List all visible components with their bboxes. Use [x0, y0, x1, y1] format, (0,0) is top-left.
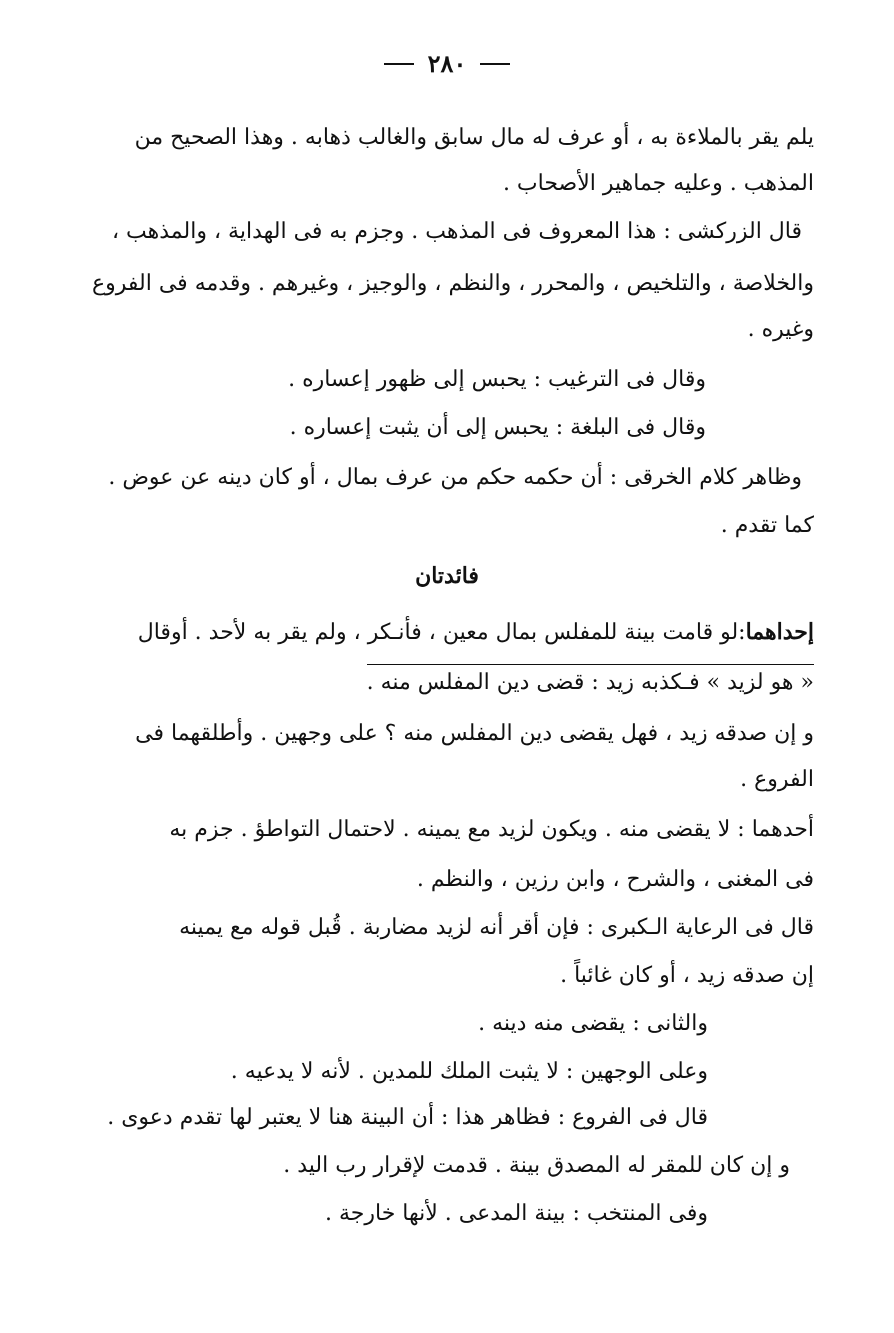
text-line: والثانى : يقضى منه دينه . [478, 1011, 708, 1036]
text-line: وغيره . [747, 317, 814, 342]
text-line [138, 614, 814, 651]
text-line: قال فى الرعاية الـكبرى : فإن أقر أنه لزيد مضاربة . قُبل قوله مع يمينه [179, 915, 814, 940]
text-line: المذهب . وعليه جماهير الأصحاب . [502, 171, 814, 196]
text-line: إن صدقه زيد ، أو كان غائباً . [560, 963, 814, 988]
page-number-value: ٢٨٠ [427, 49, 467, 78]
text-line: وفى المنتخب : بينة المدعى . لأنها خارجة . [324, 1201, 708, 1226]
text-line: كما تقدم . [720, 513, 814, 538]
text-line: وعلى الوجهين : لا يثبت الملك للمدين . لأنه لا يدعيه . [230, 1059, 708, 1084]
text-line: وقال فى الترغيب : يحبس إلى ظهور إعساره . [288, 367, 706, 392]
text-line: وظاهر كلام الخرقى : أن حكمه حكم من عرف بمال ، أو كان دينه عن عوض . [108, 465, 802, 490]
page-number [0, 48, 894, 78]
text-line: « هو لزيد » فـكذبه زيد : قضى دين المفلس منه . [367, 664, 814, 701]
text-line: وقال فى البلغة : يحبس إلى أن يثبت إعساره . [289, 415, 706, 440]
text-line: الفروع . [740, 767, 814, 792]
text-line: قال الزركشى : هذا المعروف فى المذهب . وجزم به فى الهداية ، والمذهب ، [111, 219, 802, 244]
lead-word: إحداهما [745, 619, 814, 645]
text-line: و إن صدقه زيد ، فهل يقضى دين المفلس منه ؟ على وجهين . وأطلقهما فى [135, 721, 814, 746]
page-number-dash-right [480, 63, 510, 65]
text-line: يلم يقر بالملاءة به ، أو عرف له مال سابق والغالب ذهابه . وهذا الصحيح من [134, 125, 814, 150]
text-line: فى المغنى ، والشرح ، وابن رزين ، والنظم . [416, 867, 814, 892]
text-line: والخلاصة ، والتلخيص ، والمحرر ، والنظم ، والوجيز ، وغيرهم . وقدمه فى الفروع [92, 271, 814, 296]
section-heading: فائدتان [415, 563, 479, 589]
line-text: :لو قامت بينة للمفلس بمال معين ، فأنـكر ، ولم يقر به لأحد . أوقال [137, 620, 746, 645]
text-line: قال فى الفروع : فظاهر هذا : أن البينة هنا لا يعتبر لها تقدم دعوى . [107, 1105, 708, 1130]
text-line: أحدهما : لا يقضى منه . ويكون لزيد مع يمينه . لاحتمال التواطؤ . جزم به [169, 817, 814, 842]
page-number-dash-left [384, 63, 414, 65]
text-line: و إن كان للمقر له المصدق بينة . قدمت لإقرار رب اليد . [283, 1153, 790, 1178]
